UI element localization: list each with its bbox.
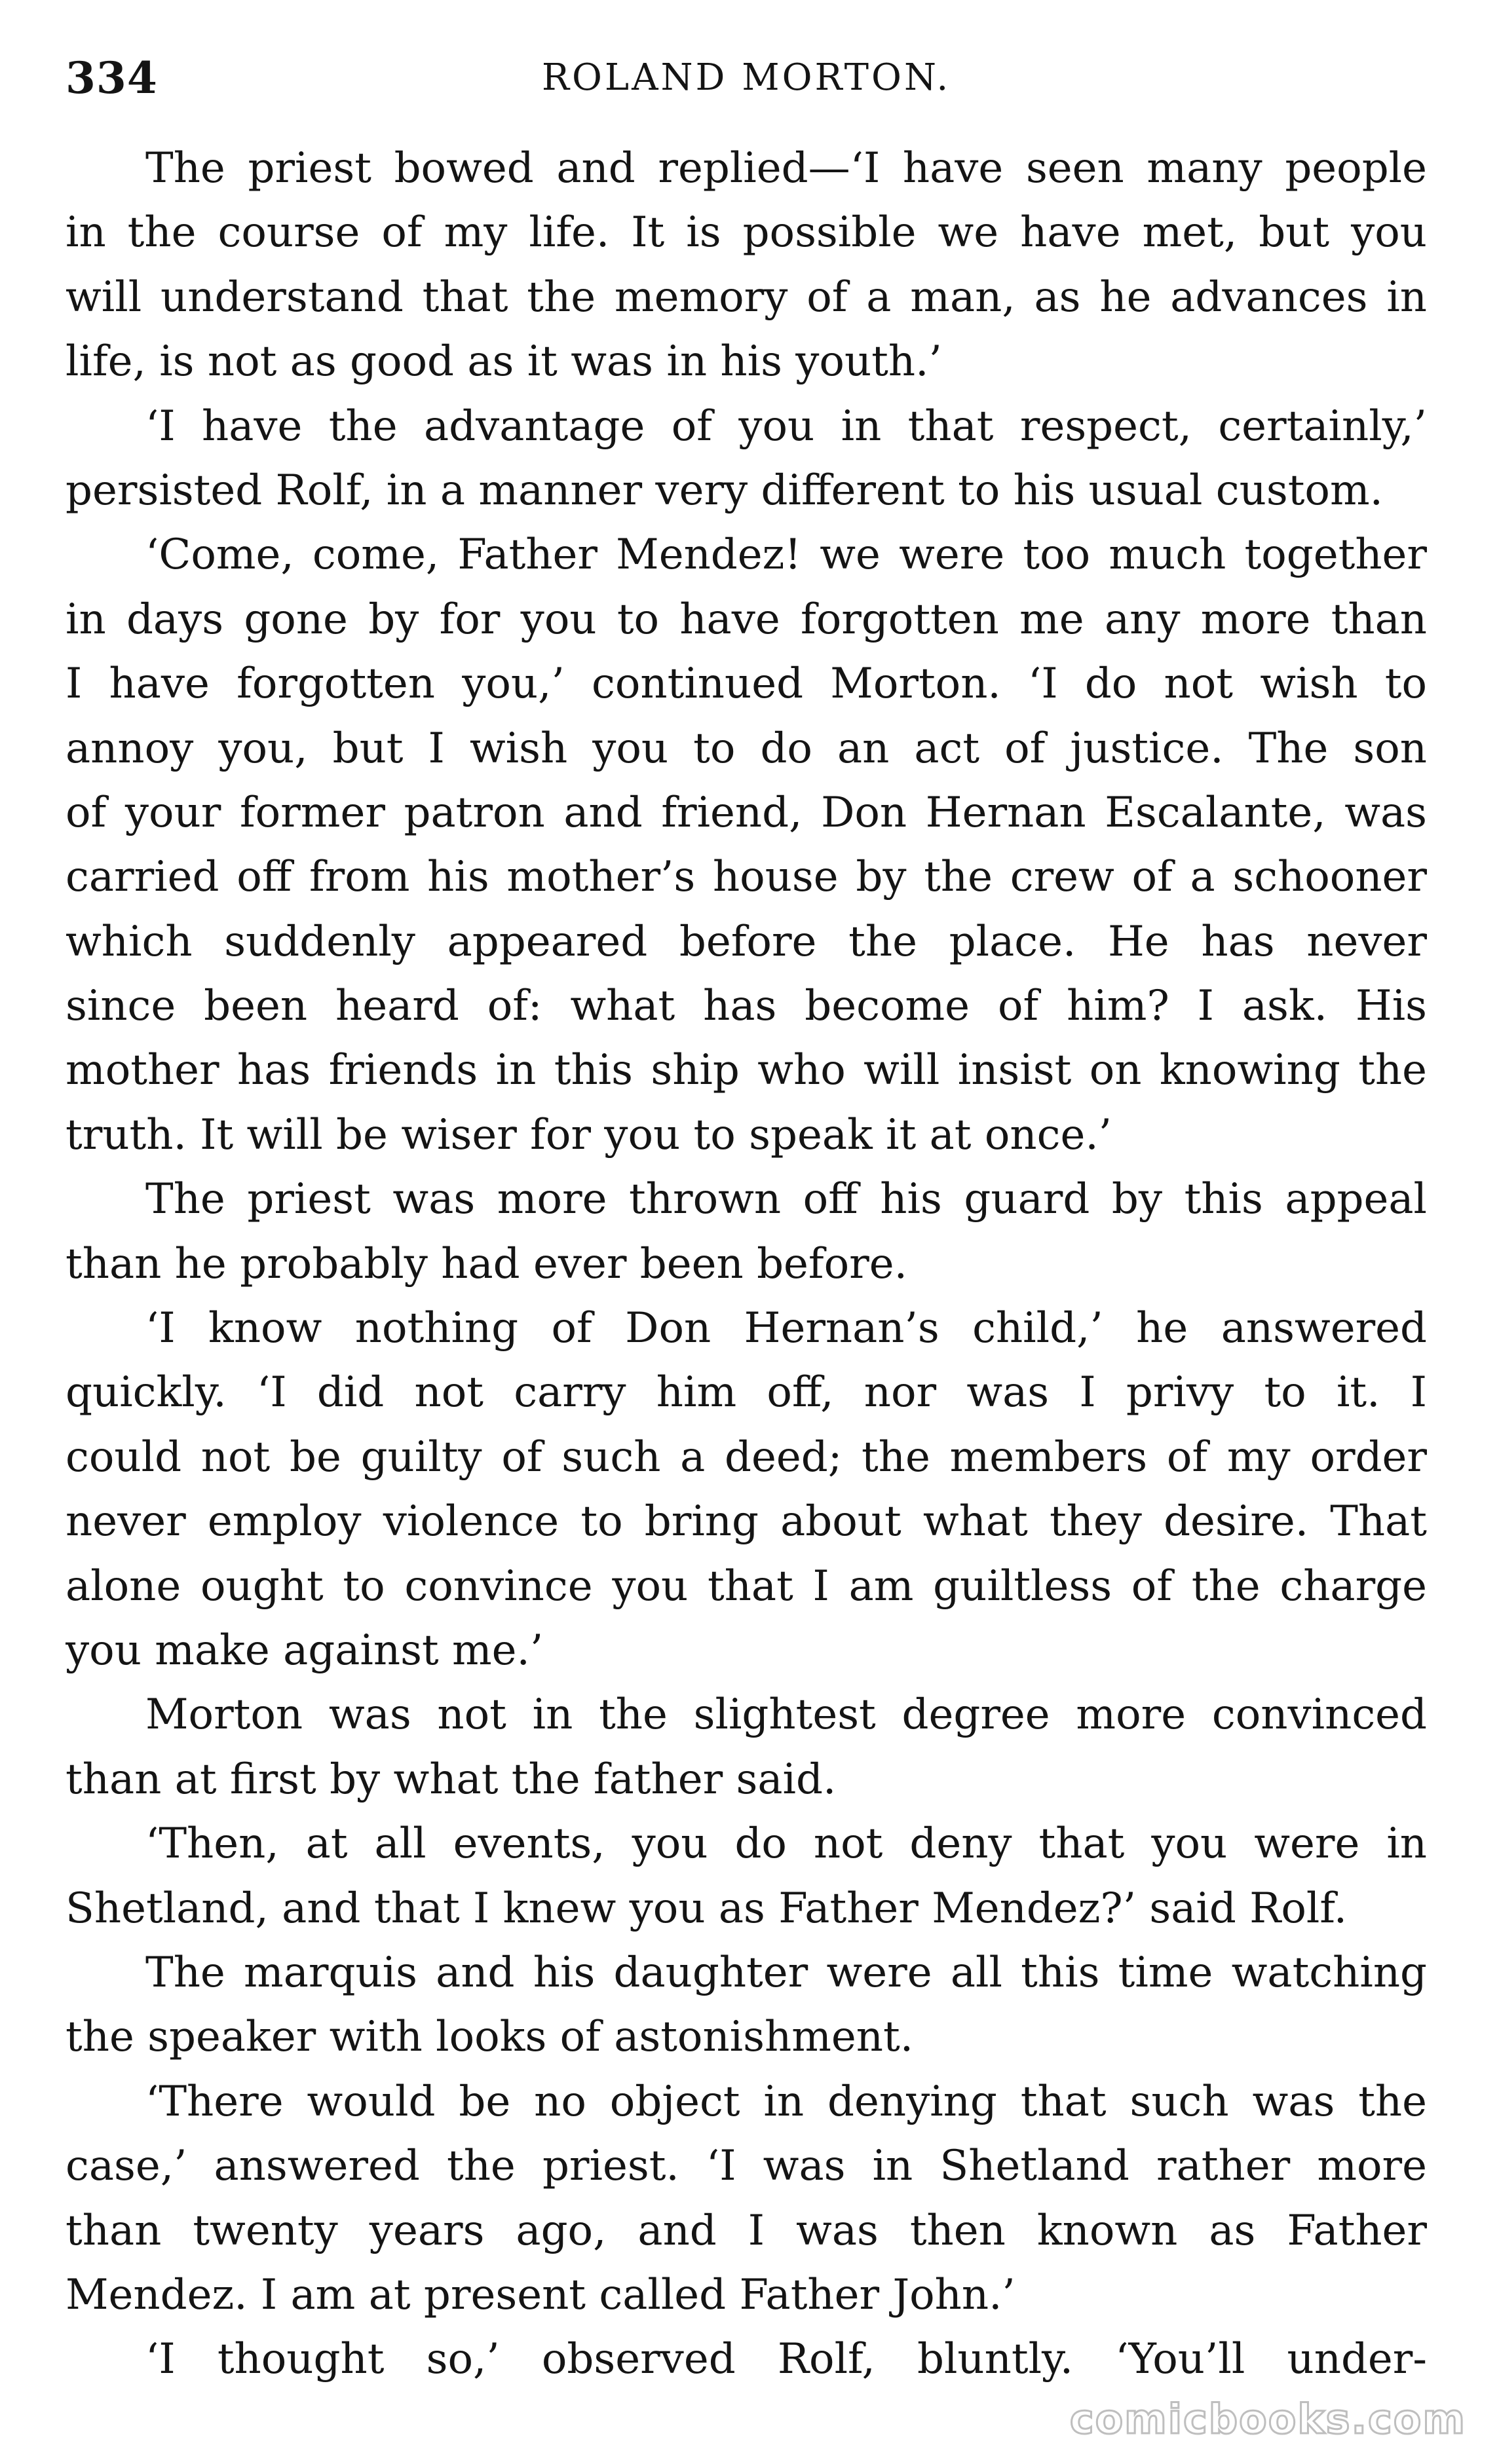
- text-line: in the course of my life. It is possible we have met, but you: [66, 208, 1427, 257]
- text-line: The priest bowed and replied—‘I have seen many people: [145, 144, 1427, 193]
- text-line: which suddenly appeared before the place. He has never: [66, 917, 1427, 966]
- watermark: comicbooks.com: [1069, 2395, 1466, 2443]
- text-line: will understand that the memory of a man, as he advances in: [66, 272, 1427, 322]
- text-line: carried off from his mother’s house by the crew of a schooner: [66, 853, 1427, 902]
- text-line: The priest was more thrown off his guard by this appeal: [145, 1175, 1427, 1224]
- text-line: Morton was not in the slightest degree more convinced: [145, 1690, 1427, 1740]
- page-number: 334: [66, 52, 158, 103]
- page-header: [66, 52, 1427, 118]
- text-line: never employ violence to bring about what they desire. That: [66, 1497, 1427, 1546]
- text-line: annoy you, but I wish you to do an act of justice. The son: [66, 724, 1427, 773]
- text-line: persisted Rolf, in a manner very different to his usual custom.: [66, 466, 1383, 515]
- running-head: ROLAND MORTON.: [541, 56, 951, 99]
- text-line: than at first by what the father said.: [66, 1755, 837, 1804]
- text-line: mother has friends in this ship who will insist on knowing the: [66, 1046, 1427, 1095]
- text-line: the speaker with looks of astonishment.: [66, 2013, 914, 2062]
- text-line: ‘There would be no object in denying that such was the: [145, 2077, 1427, 2126]
- text-line: Shetland, and that I knew you as Father Mendez?’ said Rolf.: [66, 1884, 1348, 1933]
- text-line: ‘Come, come, Father Mendez! we were too much together: [145, 531, 1427, 580]
- text-line: life, is not as good as it was in his youth.’: [66, 337, 942, 386]
- text-line: Mendez. I am at present called Father John.’: [66, 2270, 1015, 2319]
- text-line: ‘I know nothing of Don Hernan’s child,’ he answered: [145, 1304, 1427, 1353]
- body-text: [66, 136, 1427, 2392]
- text-line: in days gone by for you to have forgotten me any more than: [66, 595, 1427, 644]
- text-line: could not be guilty of such a deed; the members of my order: [66, 1432, 1427, 1482]
- text-line: since been heard of: what has become of him? I ask. His: [66, 982, 1427, 1031]
- text-line: ‘I have the advantage of you in that respect, certainly,’: [145, 401, 1427, 451]
- text-line: ‘I thought so,’ observed Rolf, bluntly. ‘You’ll under-: [145, 2335, 1427, 2384]
- text-line: than twenty years ago, and I was then known as Father: [66, 2206, 1427, 2255]
- text-line: alone ought to convince you that I am guiltless of the charge: [66, 1561, 1427, 1611]
- text-line: ‘Then, at all events, you do not deny that you were in: [145, 1820, 1427, 1869]
- text-line: you make against me.’: [66, 1626, 544, 1675]
- text-line: of your former patron and friend, Don Hernan Escalante, was: [66, 788, 1427, 837]
- text-line: The marquis and his daughter were all this time watching: [145, 1948, 1427, 1997]
- text-line: I have forgotten you,’ continued Morton. ‘I do not wish to: [66, 660, 1427, 709]
- text-line: case,’ answered the priest. ‘I was in Shetland rather more: [66, 2142, 1427, 2191]
- text-line: quickly. ‘I did not carry him off, nor was I privy to it. I: [66, 1368, 1427, 1417]
- text-line: truth. It will be wiser for you to speak it at once.’: [66, 1110, 1112, 1159]
- text-line: than he probably had ever been before.: [66, 1239, 907, 1288]
